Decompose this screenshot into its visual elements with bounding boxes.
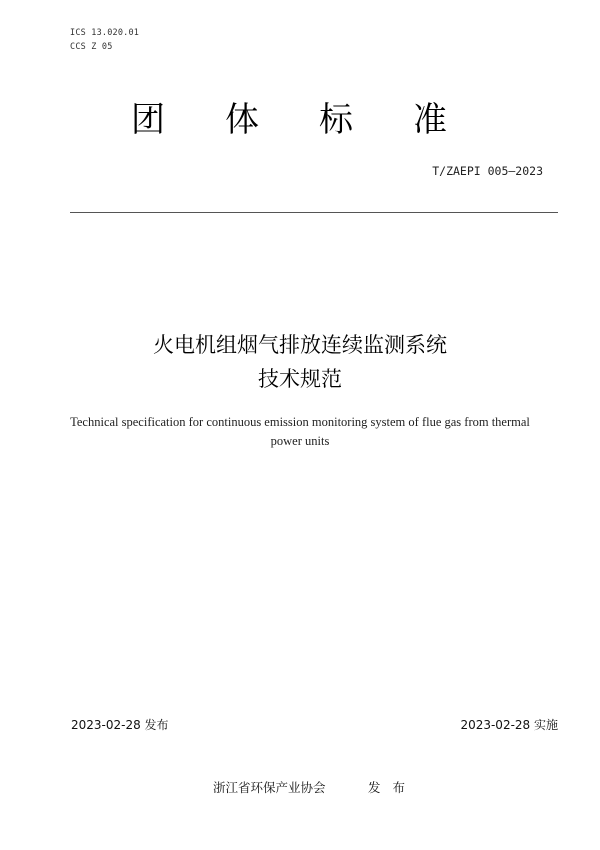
ccs-code: CCS Z 05 <box>70 42 113 52</box>
publish-date: 2023-02-28 发布 <box>71 718 169 732</box>
implement-date: 2023-02-28 实施 <box>460 718 558 732</box>
ics-code: ICS 13.020.01 <box>70 28 140 38</box>
title-zh-line1: 火电机组烟气排放连续监测系统 <box>153 333 447 357</box>
standard-number: T/ZAEPI 005—2023 <box>432 164 543 178</box>
header-divider <box>70 212 558 213</box>
standard-type-heading: 团体标准 <box>131 100 507 140</box>
publisher-name: 浙江省环保产业协会 <box>213 780 326 795</box>
title-en: Technical specification for continuous emission monitoring system of flue gas from thermal power units <box>70 415 530 448</box>
publish-label: 发布 <box>368 780 418 795</box>
title-zh-line2: 技术规范 <box>258 367 342 391</box>
